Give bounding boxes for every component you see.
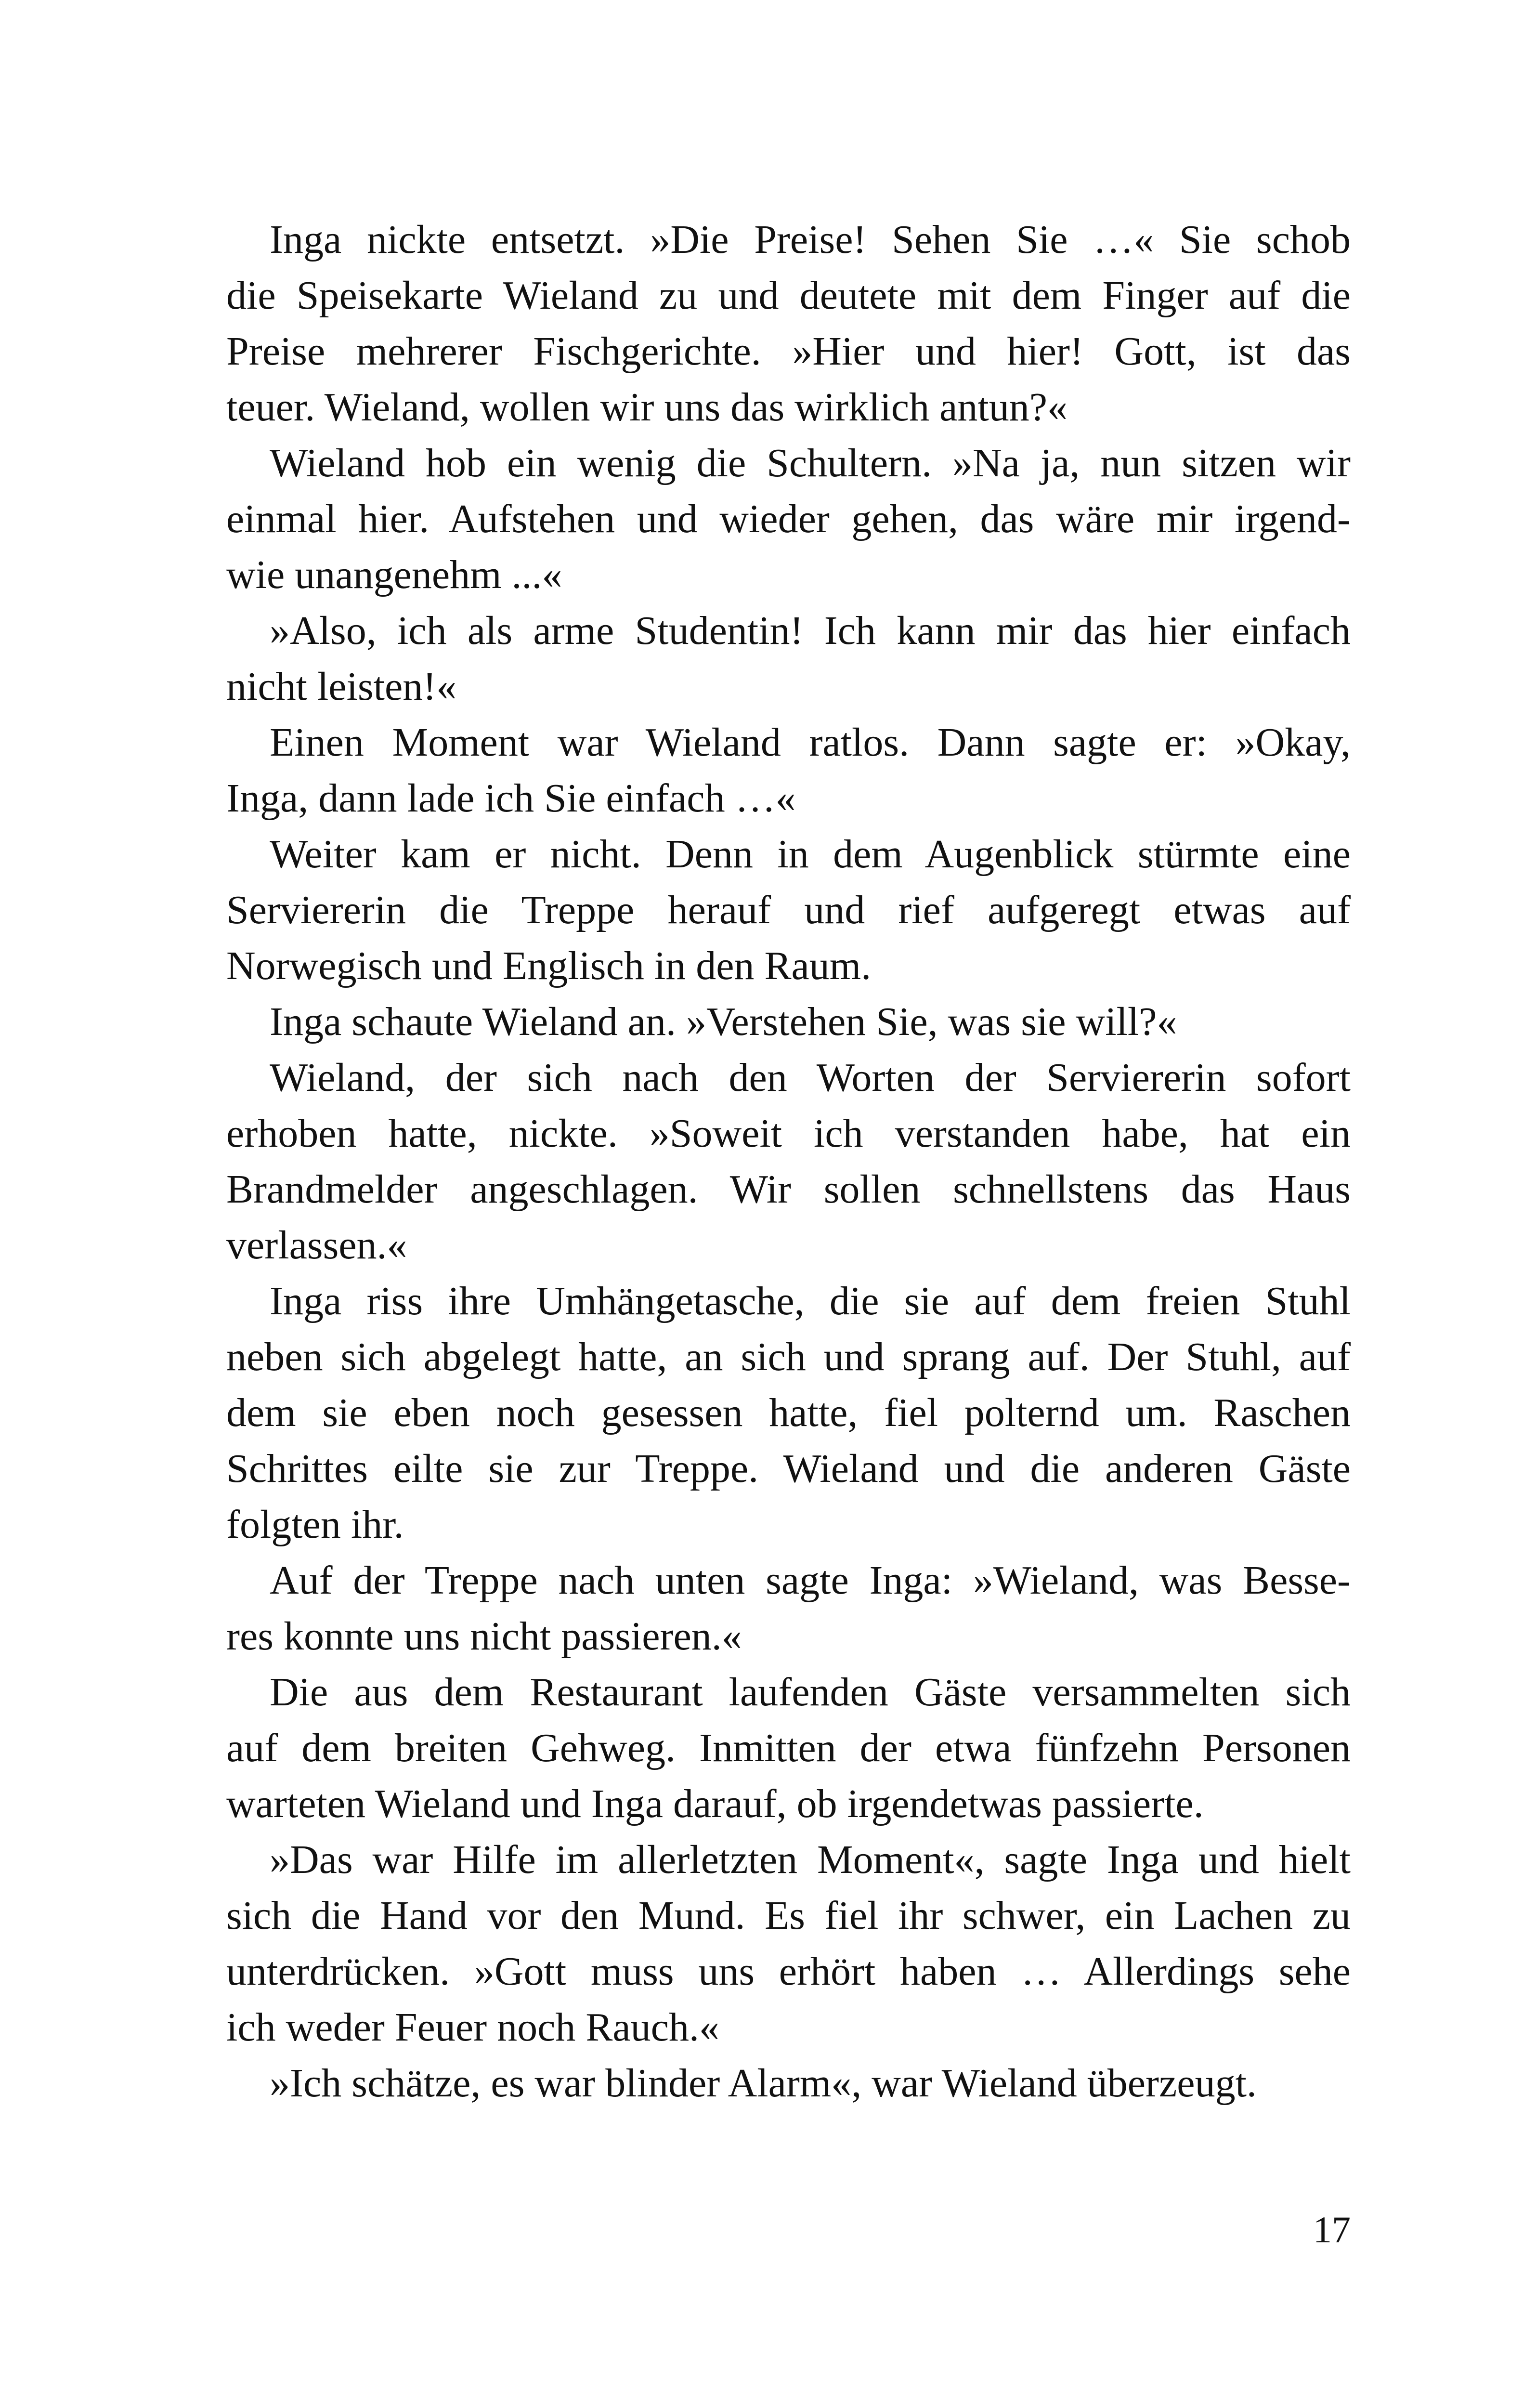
text-line: Norwegisch und Englisch in den Raum.	[226, 943, 872, 988]
body-text	[226, 212, 1351, 2111]
text-line: Inga nickte entsetzt. »Die Preise! Sehen Sie …« Sie schob	[270, 217, 1351, 262]
text-line: dem sie eben noch gesessen hatte, fiel polternd um. Raschen	[226, 1390, 1351, 1435]
text-line: Preise mehrerer Fischgerichte. »Hier und hier! Gott, ist das	[226, 329, 1351, 374]
text-line: erhoben hatte, nickte. »Soweit ich verstanden habe, hat ein	[226, 1111, 1351, 1156]
text-line: einmal hier. Aufstehen und wieder gehen, das wäre mir irgend-	[226, 497, 1351, 541]
text-line: wie unangenehm ...«	[226, 552, 562, 597]
text-line: ich weder Feuer noch Rauch.«	[226, 2005, 719, 2050]
text-line: Schrittes eilte sie zur Treppe. Wieland und die anderen Gäste	[226, 1446, 1351, 1491]
text-line: Weiter kam er nicht. Denn in dem Augenblick stürmte eine	[270, 832, 1351, 877]
text-line: folgten ihr.	[226, 1502, 404, 1547]
text-line: Auf der Treppe nach unten sagte Inga: »Wieland, was Besse-	[270, 1558, 1351, 1603]
text-line: teuer. Wieland, wollen wir uns das wirklich antun?«	[226, 385, 1067, 430]
text-line: warteten Wieland und Inga darauf, ob irgendetwas passierte.	[226, 1781, 1204, 1826]
text-line: verlassen.«	[226, 1223, 407, 1268]
text-line: »Das war Hilfe im allerletzten Moment«, sagte Inga und hielt	[270, 1837, 1351, 1882]
text-line: Brandmelder angeschlagen. Wir sollen schnellstens das Haus	[226, 1167, 1351, 1212]
text-line: Einen Moment war Wieland ratlos. Dann sagte er: »Okay,	[270, 720, 1351, 765]
text-line: Die aus dem Restaurant laufenden Gäste versammelten sich	[270, 1670, 1351, 1714]
text-line: res konnte uns nicht passieren.«	[226, 1614, 742, 1659]
text-line: »Also, ich als arme Studentin! Ich kann mir das hier einfach	[270, 608, 1351, 653]
text-line: nicht leisten!«	[226, 664, 457, 709]
text-line: sich die Hand vor den Mund. Es fiel ihr schwer, ein Lachen zu	[226, 1893, 1351, 1938]
text-line: Inga, dann lade ich Sie einfach …«	[226, 776, 796, 821]
text-line: »Ich schätze, es war blinder Alarm«, war Wieland überzeugt.	[270, 2061, 1257, 2106]
text-line: die Speisekarte Wieland zu und deutete mit dem Finger auf die	[226, 273, 1351, 318]
text-line: Wieland hob ein wenig die Schultern. »Na ja, nun sitzen wir	[270, 441, 1351, 485]
text-line: auf dem breiten Gehweg. Inmitten der etwa fünfzehn Personen	[226, 1726, 1351, 1770]
text-line: Wieland, der sich nach den Worten der Serviererin sofort	[270, 1055, 1351, 1100]
text-line: Inga riss ihre Umhängetasche, die sie auf dem freien Stuhl	[270, 1279, 1351, 1323]
text-line: Serviererin die Treppe herauf und rief aufgeregt etwas auf	[226, 888, 1351, 932]
text-line: unterdrücken. »Gott muss uns erhört haben … Allerdings sehe	[226, 1949, 1351, 1994]
text-line: Inga schaute Wieland an. »Verstehen Sie, was sie will?«	[270, 999, 1177, 1044]
page-number: 17	[1313, 2209, 1351, 2251]
text-line: neben sich abgelegt hatte, an sich und sprang auf. Der Stuhl, auf	[226, 1335, 1351, 1379]
